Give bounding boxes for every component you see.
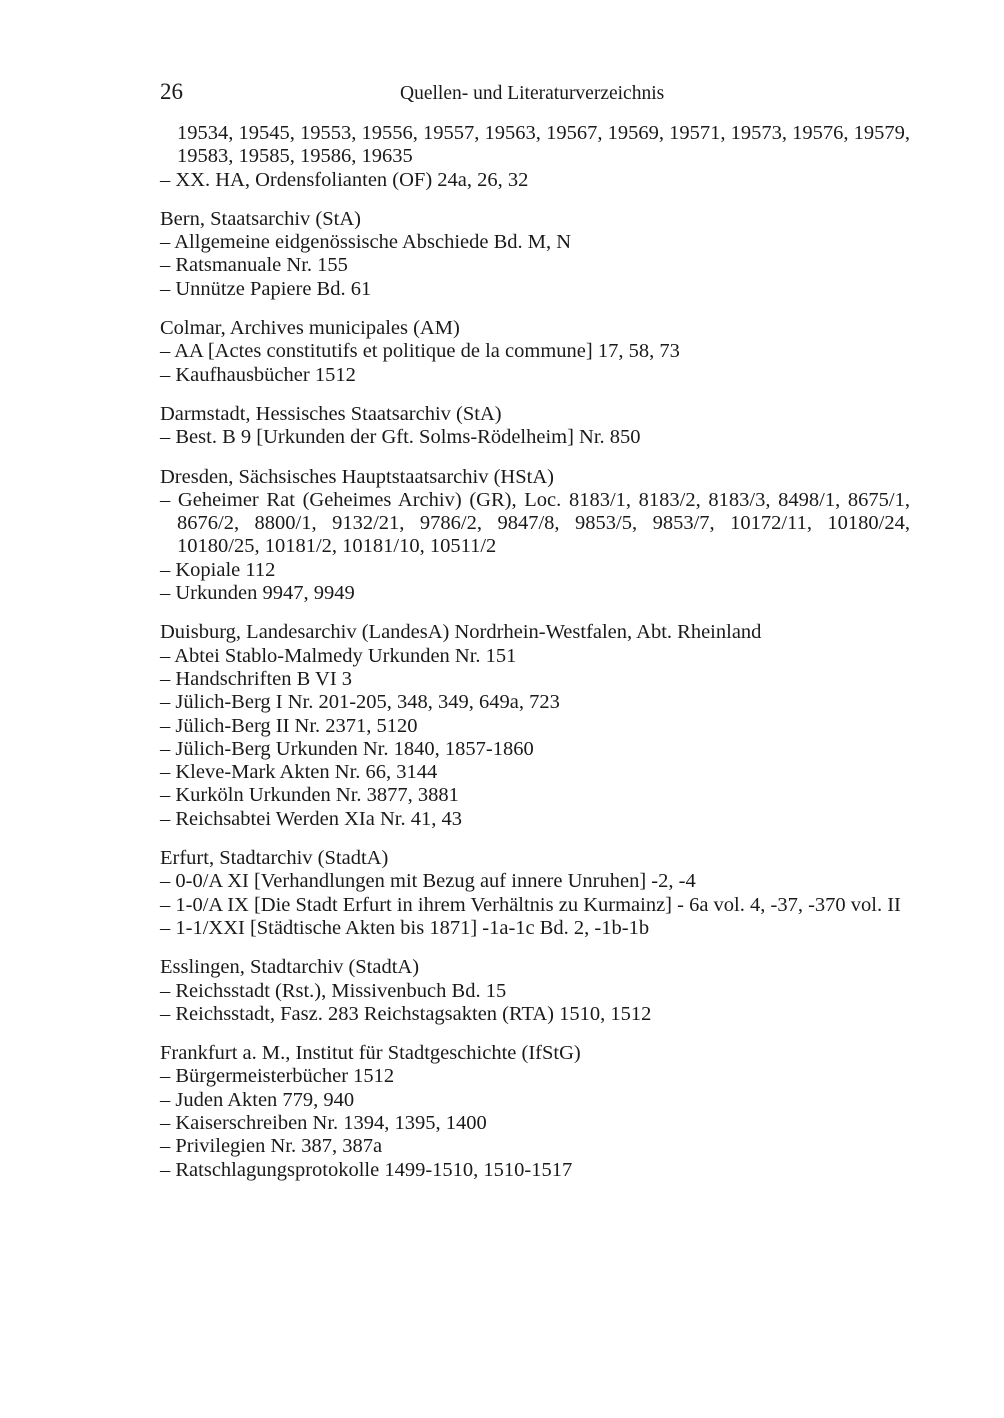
archive-entry: – 1-1/XXI [Städtische Akten bis 1871] -1a-1c Bd. 2, -1b-1b (160, 916, 650, 939)
archive-block-erfurt (160, 847, 910, 940)
archive-entry: – Bürgermeisterbücher 1512 (160, 1065, 395, 1088)
archive-entry: – Unnütze Papiere Bd. 61 (160, 277, 372, 300)
archive-heading: Erfurt, Stadtarchiv (StadtA) (160, 847, 389, 870)
archive-entry: – Reichsstadt, Fasz. 283 Reichstagsakten (RTA) 1510, 1512 (160, 1002, 652, 1025)
archive-block-esslingen (160, 956, 910, 1026)
page-number: 26 (160, 79, 183, 104)
archive-entry: – Privilegien Nr. 387, 387a (160, 1135, 383, 1158)
archive-heading: Dresden, Sächsisches Hauptstaatsarchiv (HStA) (160, 465, 554, 488)
archive-entry: – Allgemeine eidgenössische Abschiede Bd. M, N (160, 231, 572, 254)
archive-entry: – Kopiale 112 (160, 558, 276, 581)
archive-entry: – XX. HA, Ordensfolianten (OF) 24a, 26, 32 (160, 168, 529, 191)
archive-entry: – Kaiserschreiben Nr. 1394, 1395, 1400 (160, 1111, 487, 1134)
archive-entry: – Handschriften B VI 3 (160, 667, 353, 690)
archive-entry: – Urkunden 9947, 9949 (160, 582, 355, 605)
archive-entry: – Ratschlagungsprotokolle 1499-1510, 1510-1517 (160, 1158, 573, 1181)
continued-entry-text: 19534, 19545, 19553, 19556, 19557, 19563, 19567, 19569, 19571, 19573, 19576, 19579, 19583, 19585, 19586, 19635 (177, 122, 910, 168)
archive-entry: – Jülich-Berg I Nr. 201-205, 348, 349, 649a, 723 (160, 691, 560, 714)
archive-heading: Frankfurt a. M., Institut für Stadtgeschichte (IfStG) (160, 1042, 581, 1065)
archive-block-darmstadt (160, 403, 910, 450)
archive-entry: – Best. B 9 [Urkunden der Gft. Solms-Rödelheim] Nr. 850 (160, 426, 641, 449)
archive-heading: Bern, Staatsarchiv (StA) (160, 207, 361, 230)
archive-entry: – 0-0/A XI [Verhandlungen mit Bezug auf innere Unruhen] -2, -4 (160, 870, 696, 893)
archive-entry: – Kurköln Urkunden Nr. 3877, 3881 (160, 784, 459, 807)
archive-entry: – Ratsmanuale Nr. 155 (160, 254, 348, 277)
archive-heading: Colmar, Archives municipales (AM) (160, 317, 460, 340)
archive-entry: – Kaufhausbücher 1512 (160, 363, 356, 386)
archive-block-colmar (160, 317, 910, 387)
running-head: Quellen- und Literaturverzeichnis (400, 83, 665, 104)
archive-block-duisburg (160, 621, 910, 831)
archive-entry: – Geheimer Rat (Geheimes Archiv) (GR), Loc. 8183/1, 8183/2, 8183/3, 8498/1, 8675/1, 8676/2, 8800/1, 9132/21, 9786/2, 9847/8, 9853/5, 9853/7, 10172/11, 10180/24, 10180/25, 10181/2, 10181/10, 10511/2 (160, 488, 910, 558)
archive-entry: – Jülich-Berg Urkunden Nr. 1840, 1857-1860 (160, 737, 534, 760)
bibliography-content (160, 122, 910, 1198)
archive-block-frankfurt (160, 1042, 910, 1182)
archive-entry: – Juden Akten 779, 940 (160, 1088, 355, 1111)
archive-entry: – Jülich-Berg II Nr. 2371, 5120 (160, 714, 418, 737)
archive-entry: – 1-0/A IX [Die Stadt Erfurt in ihrem Verhältnis zu Kurmainz] - 6a vol. 4, -37, -370 vol. II (160, 893, 901, 916)
archive-heading: Duisburg, Landesarchiv (LandesA) Nordrhein-Westfalen, Abt. Rheinland (160, 621, 762, 644)
archive-entry: – Kleve-Mark Akten Nr. 66, 3144 (160, 761, 438, 784)
archive-entry: – AA [Actes constitutifs et politique de la commune] 17, 58, 73 (160, 340, 680, 363)
archive-block-continued (160, 122, 910, 192)
archive-heading: Esslingen, Stadtarchiv (StadtA) (160, 956, 420, 979)
archive-entry: – Abtei Stablo-Malmedy Urkunden Nr. 151 (160, 644, 517, 667)
archive-block-dresden (160, 466, 910, 606)
archive-entry: – Reichsstadt (Rst.), Missivenbuch Bd. 15 (160, 979, 507, 1002)
archive-entry: – Reichsabtei Werden XIa Nr. 41, 43 (160, 807, 462, 830)
archive-block-bern (160, 208, 910, 301)
archive-heading: Darmstadt, Hessisches Staatsarchiv (StA) (160, 402, 502, 425)
